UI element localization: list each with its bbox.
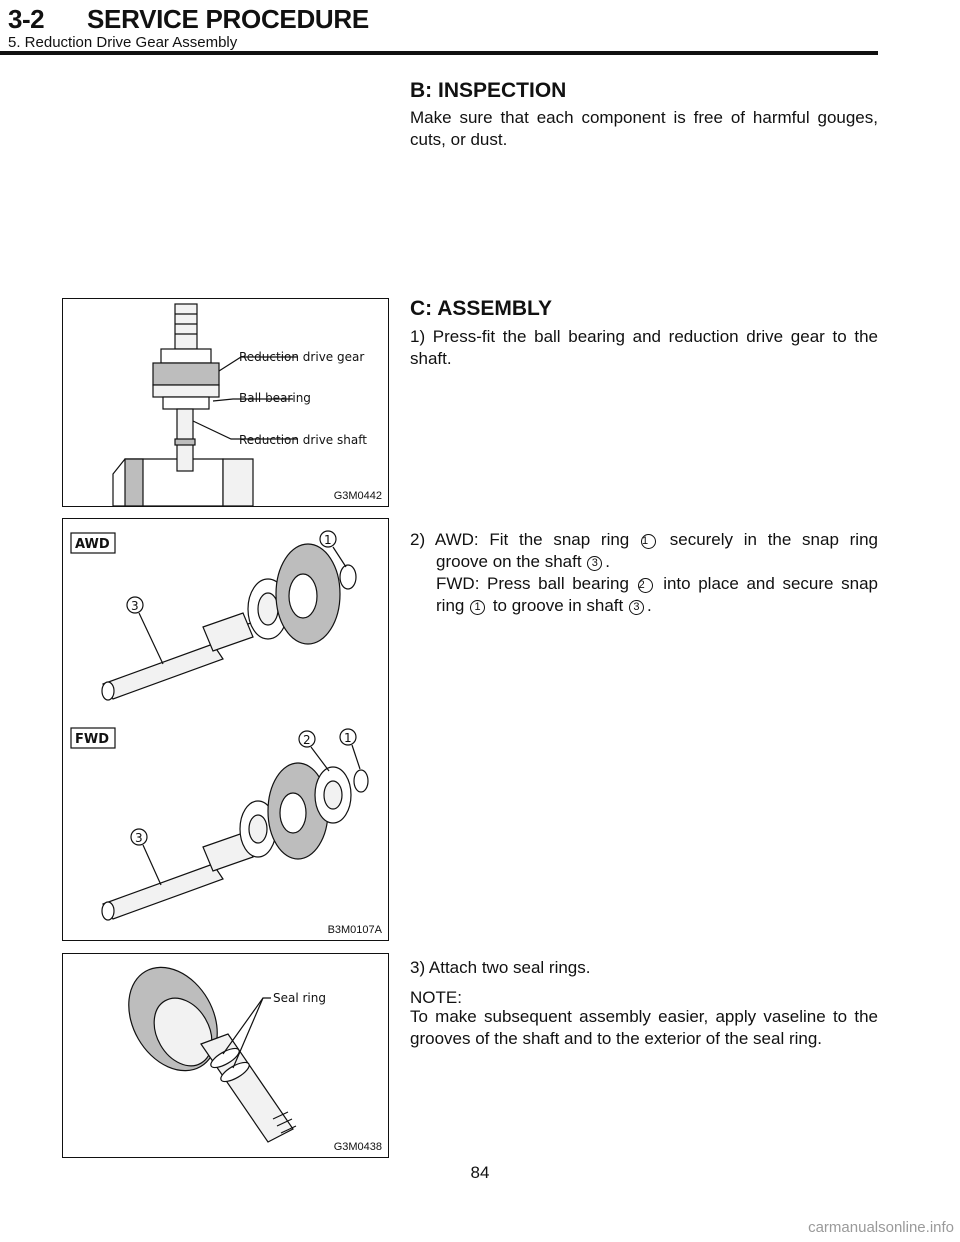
gear-teeth [153, 385, 219, 397]
fwd-ball-bearing-inner [324, 781, 342, 809]
gear-body [153, 363, 219, 385]
ref-1-icon: 1 [470, 600, 485, 615]
fwd-gear-hub [280, 793, 306, 833]
press-block-slot [125, 459, 143, 506]
assembly-step-1: 1) Press-fit the ball bearing and reduction drive gear to the shaft. [410, 327, 878, 368]
callout-3-text: 3 [131, 599, 139, 613]
awd-spline [203, 613, 253, 651]
subsection-title: 5. Reduction Drive Gear Assembly [8, 34, 238, 51]
step-2-line-3 [410, 573, 878, 595]
header-rule [0, 51, 878, 55]
fwd-shaft [103, 864, 223, 919]
step-2-line-1 [410, 529, 878, 551]
step-2-text: . [605, 552, 611, 571]
leader-line [311, 747, 329, 771]
label-reduction-drive-gear: Reduction drive gear [239, 350, 365, 364]
step-2-text: into place and secure snap [663, 574, 878, 593]
step-2-text: to groove in shaft [492, 596, 624, 615]
figure-snap-ring-awd-fwd [62, 518, 389, 941]
leader-line [333, 547, 346, 567]
inspection-text: Make sure that each component is free of harmful gouges, cuts, or dust. [410, 108, 878, 149]
awd-gear-hub [289, 574, 317, 618]
section-title: SERVICE PROCEDURE [87, 4, 369, 34]
step-2-text: . [646, 596, 652, 615]
assembly-heading: C: ASSEMBLY [410, 297, 552, 320]
step-2-line-2 [410, 551, 878, 573]
inspection-heading: B: INSPECTION [410, 79, 567, 102]
ref-3-icon: 3 [629, 600, 644, 615]
step-2-text: groove on the shaft [436, 552, 582, 571]
step-2-text: FWD: Press ball bearing [436, 574, 629, 593]
figure-code: G3M0442 [333, 490, 382, 502]
figure-code: G3M0438 [333, 1141, 382, 1153]
callout-1-text: 1 [344, 731, 352, 745]
assembly-step-3: 3) Attach two seal rings. [410, 958, 591, 977]
ref-1-icon: 1 [641, 534, 656, 549]
figure-reduction-drive-gear [62, 298, 389, 507]
step-2-line-4 [410, 595, 878, 617]
step-2-text: 2) AWD: Fit the snap ring [410, 530, 630, 549]
page-number: 84 [470, 1163, 490, 1182]
awd-bearing-inner [258, 593, 278, 625]
label-ball-bearing: Ball bearing [239, 391, 311, 405]
section-number: 3-2 [8, 4, 45, 34]
fwd-bearing-left-inner [249, 815, 267, 843]
fwd-snap-ring [354, 770, 368, 792]
awd-shaft-end [102, 682, 114, 700]
label-reduction-drive-shaft: Reduction drive shaft [239, 433, 367, 447]
awd-label: AWD [75, 537, 110, 552]
note-text: To make subsequent assembly easier, apply vaseline to the grooves of the shaft and to the exterior of the seal ring. [410, 1007, 878, 1048]
ball-bearing [163, 397, 209, 409]
callout-1-text: 1 [324, 533, 332, 547]
watermark: carmanualsonline.info [808, 1219, 954, 1236]
fwd-label: FWD [75, 732, 110, 747]
figure-code: B3M0107A [327, 924, 382, 936]
shaft-top-spline [175, 304, 197, 349]
figure-seal-rings [62, 953, 389, 1158]
callout-2-text: 2 [303, 733, 311, 747]
assembly-step-2 [410, 529, 878, 617]
awd-snap-ring [340, 565, 356, 589]
figure-2-drawing [63, 519, 388, 940]
press-block-side [223, 459, 253, 506]
figure-3-drawing [63, 954, 388, 1157]
leader-line [139, 613, 163, 664]
shaft-collar [175, 439, 195, 445]
note-label: NOTE: [410, 988, 462, 1007]
fwd-shaft-end [102, 902, 114, 920]
shaft [201, 1034, 293, 1142]
label-seal-ring: Seal ring [273, 991, 326, 1005]
ref-2-icon: 2 [638, 578, 653, 593]
step-2-text: ring [436, 596, 465, 615]
callout-3-text: 3 [135, 831, 143, 845]
awd-shaft [103, 644, 223, 699]
leader-line [352, 745, 360, 769]
step-2-text: securely in the snap ring [669, 530, 878, 549]
ref-3-icon: 3 [587, 556, 602, 571]
leader-line [143, 845, 161, 885]
figure-1-drawing [63, 299, 388, 506]
ball-bearing-upper [161, 349, 211, 363]
